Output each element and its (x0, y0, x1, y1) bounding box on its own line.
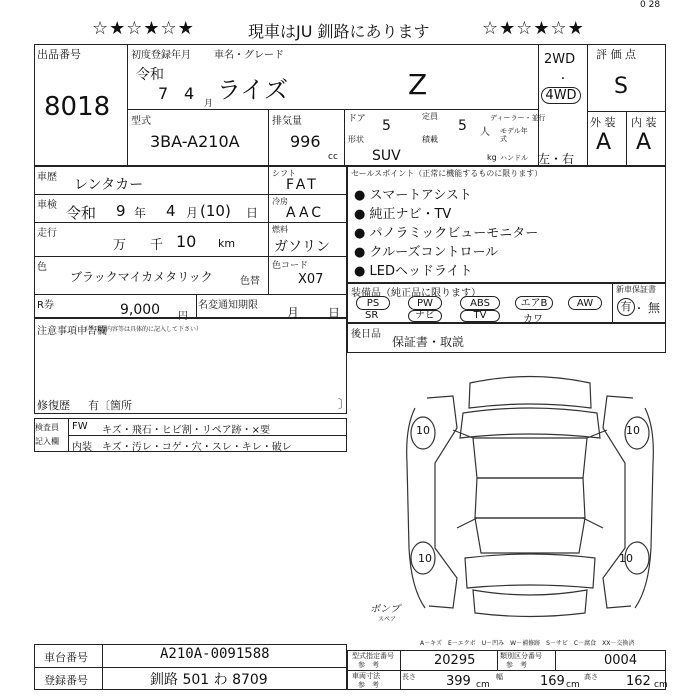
load-label: 積載 (422, 135, 438, 144)
dealer-label: ディーラー・並行 (490, 114, 546, 122)
equip-tv: TV (460, 310, 500, 322)
sales-point-text: パノラミックビューモニター (369, 226, 539, 241)
sales-point-item (354, 222, 538, 241)
capacity-value: 5 (458, 118, 467, 134)
color-code-value: X07 (298, 272, 324, 287)
bullet-icon: ● (354, 207, 370, 222)
length-label: 長さ (402, 673, 416, 681)
width-unit: cm (566, 680, 580, 690)
deadline-day-unit: 日 (328, 306, 341, 320)
mileage-value: 10 (176, 232, 197, 251)
history-label: 車歴 (37, 172, 57, 183)
rating-label: 評 価 点 (596, 48, 636, 61)
after-label: 後日品 (351, 329, 381, 340)
deadline-month-unit: 月 (287, 306, 300, 320)
inspection-era: 令和 (66, 204, 97, 222)
tire-front-left: 10 (416, 424, 430, 437)
reg-month: 4 (184, 84, 195, 103)
color-value: ブラックマイカメタリック (70, 270, 213, 284)
reg-label: 初度登録年月 (131, 50, 191, 61)
category-value: 0004 (604, 653, 638, 668)
equip-leather: カワ (523, 314, 543, 325)
banner-text: 現車はJU 釧路にあります (248, 22, 430, 41)
size-label: 車両寸法 (352, 672, 380, 680)
height-unit: cm (654, 680, 668, 690)
ext-value: A (596, 130, 612, 155)
spare-sub: スペア (378, 616, 397, 623)
ac-label: 冷房 (272, 197, 288, 206)
equip-airbag: エアB (515, 296, 553, 310)
color-label: 色 (37, 262, 47, 273)
inspection-month: 4 (166, 202, 176, 220)
color-code-label: 色コード (272, 261, 309, 271)
sales-point-item (354, 184, 538, 203)
history-value: レンタカー (74, 177, 144, 193)
model-name: ライズ (217, 76, 289, 104)
load-unit: kg (487, 153, 497, 162)
tire-rear-right: 10 (619, 552, 633, 565)
height-label: 高さ (584, 673, 598, 681)
equip-pw: PW (408, 296, 442, 310)
plate-value: 釧路 501 わ 8709 (150, 672, 268, 688)
handle-label: ハンドル (500, 154, 528, 162)
reg-month-unit: 月 (204, 99, 214, 109)
tire-front-right: 10 (626, 424, 640, 437)
sales-points-label: セールスポイント（正常に機能するものに限ります） (351, 169, 543, 178)
width-value: 169 (540, 674, 565, 689)
recycle-value: 9,000 (120, 302, 161, 318)
disp-unit: cc (328, 152, 338, 162)
category-label: 類別区分番号 (500, 652, 542, 660)
inspection-day: (10) (200, 202, 231, 220)
inspector-row1: キズ・飛石・ヒビ割・リペア跡・×要 (102, 425, 270, 436)
sales-point-text: スマートアシスト (369, 188, 472, 203)
height-value: 162 (626, 674, 651, 689)
reg-year: 7 (158, 84, 169, 103)
sales-points-list (354, 184, 538, 279)
capacity-unit: 人 (480, 127, 490, 138)
repair-label: 修復歴 (37, 399, 70, 412)
length-value: 399 (446, 674, 471, 689)
notes-label: 注意事項申告欄 (37, 326, 107, 337)
shape-value: SUV (372, 148, 401, 164)
warranty-no: 無 (648, 301, 661, 315)
inspector-label-2: 記入欄 (35, 437, 59, 446)
banner-corner: 0 28 (640, 0, 661, 10)
size-sub: 参 考 (358, 681, 379, 689)
mileage-label: 走行 (37, 228, 57, 239)
inspection-day-unit: 日 (246, 206, 259, 220)
grade: Z (408, 68, 428, 101)
car-diagram (395, 368, 665, 628)
capacity-label: 定員 (422, 112, 438, 121)
warranty-sep: ・ (634, 304, 644, 315)
sales-point-item (354, 260, 538, 279)
type-spec-value: 20295 (434, 653, 476, 668)
plate-label: 登録番号 (44, 674, 88, 687)
notes-sub: （不具合内容等は具体的に記入して下さい） (82, 326, 203, 333)
inspection-month-unit: 月 (186, 206, 199, 220)
drive-dot: ・ (558, 74, 568, 85)
width-label: 幅 (496, 673, 503, 681)
rating-value: S (614, 74, 628, 99)
chassis-value: A210A-0091588 (160, 646, 270, 662)
disp-value: 996 (290, 132, 321, 151)
shape-label: 形状 (348, 135, 364, 144)
fuel-value: ガソリン (274, 239, 330, 255)
mileage-sen: 千 (150, 238, 164, 253)
equip-sr: SR (365, 310, 379, 321)
model-label: 車名・グレード (214, 50, 284, 61)
damage-legend: A－キズ E－エクボ U－凹み W－補修跡 S－サビ C－腐食 XX－交換済 (420, 640, 635, 647)
warranty-label: 新車保証書 (616, 285, 656, 294)
lot-label: 出品番号 (37, 48, 81, 61)
shift-value: FAT (286, 177, 319, 193)
equip-abs: ABS (460, 296, 500, 310)
ext-label: 外 装 (590, 116, 616, 129)
bullet-icon: ● (354, 245, 370, 260)
repair-close: 〕 (338, 397, 351, 411)
spare-label: ポンプ (370, 604, 400, 615)
fuel-label: 燃料 (272, 225, 288, 234)
equipment-label: 装備品（純正品に限ります） (351, 288, 481, 299)
inspector-row2: キズ・汚レ・コゲ・穴・スレ・キレ・破レ (102, 442, 292, 453)
int-value: A (636, 130, 652, 155)
banner-stars-right: ☆★☆★☆★ (482, 18, 585, 39)
inspection-label: 車検 (37, 200, 57, 211)
type-spec-sub: 参 考 (358, 661, 379, 669)
ac-value: AAC (286, 205, 325, 221)
int-label: 内 装 (631, 116, 657, 129)
bullet-icon: ● (354, 264, 370, 279)
drive-4wd: 4WD (541, 87, 581, 104)
repair-value: 有〔箇所 (88, 399, 132, 412)
sales-point-item (354, 203, 538, 222)
mileage-unit: km (218, 237, 236, 250)
sales-point-text: LEDヘッドライト (369, 264, 473, 279)
sales-point-item (354, 241, 538, 260)
recycle-label: R券 (37, 300, 54, 311)
shift-label: シフト (272, 169, 296, 178)
inspector-row1-head: FW (72, 421, 88, 432)
model-year-label: モデル年式 (500, 127, 528, 143)
tire-rear-left: 10 (418, 552, 432, 565)
equip-ps: PS (356, 296, 390, 310)
bullet-icon: ● (354, 188, 370, 203)
mileage-man: 万 (113, 238, 127, 253)
doors-value: 5 (382, 118, 391, 134)
type-spec-label: 型式指定番号 (352, 652, 394, 660)
banner-stars-left: ☆★☆★☆★ (92, 18, 195, 39)
inspection-year-unit: 年 (134, 206, 147, 220)
type-label: 型式 (131, 116, 151, 127)
doors-label: ドア (348, 114, 366, 124)
inspection-year: 9 (116, 202, 126, 220)
sales-point-text: 純正ナビ・TV (369, 207, 452, 222)
equip-aw: AW (568, 296, 602, 310)
deadline-label: 名変通知期限 (198, 300, 258, 311)
category-sub: 参 考 (506, 661, 527, 669)
length-unit: cm (476, 680, 490, 690)
inspector-row2-head: 内装 (72, 442, 92, 453)
reg-era: 令和 (136, 67, 164, 83)
equip-navi: ナビ (408, 310, 442, 322)
handle-value: 左・右 (538, 152, 575, 166)
warranty-yes: 有 (617, 298, 635, 316)
bullet-icon: ● (354, 226, 370, 241)
lot-number: 8018 (44, 92, 111, 122)
recycle-unit: 円 (178, 311, 188, 322)
chassis-label: 車台番号 (44, 651, 88, 664)
inspector-label-1: 検査員 (35, 423, 59, 432)
disp-label: 排気量 (272, 116, 302, 127)
sales-point-text: クルーズコントロール (369, 245, 499, 260)
color-change-label: 色替 (240, 276, 260, 287)
after-value: 保証書・取説 (392, 335, 465, 349)
type-value: 3BA-A210A (150, 132, 240, 151)
drive-2wd: 2WD (544, 52, 576, 67)
